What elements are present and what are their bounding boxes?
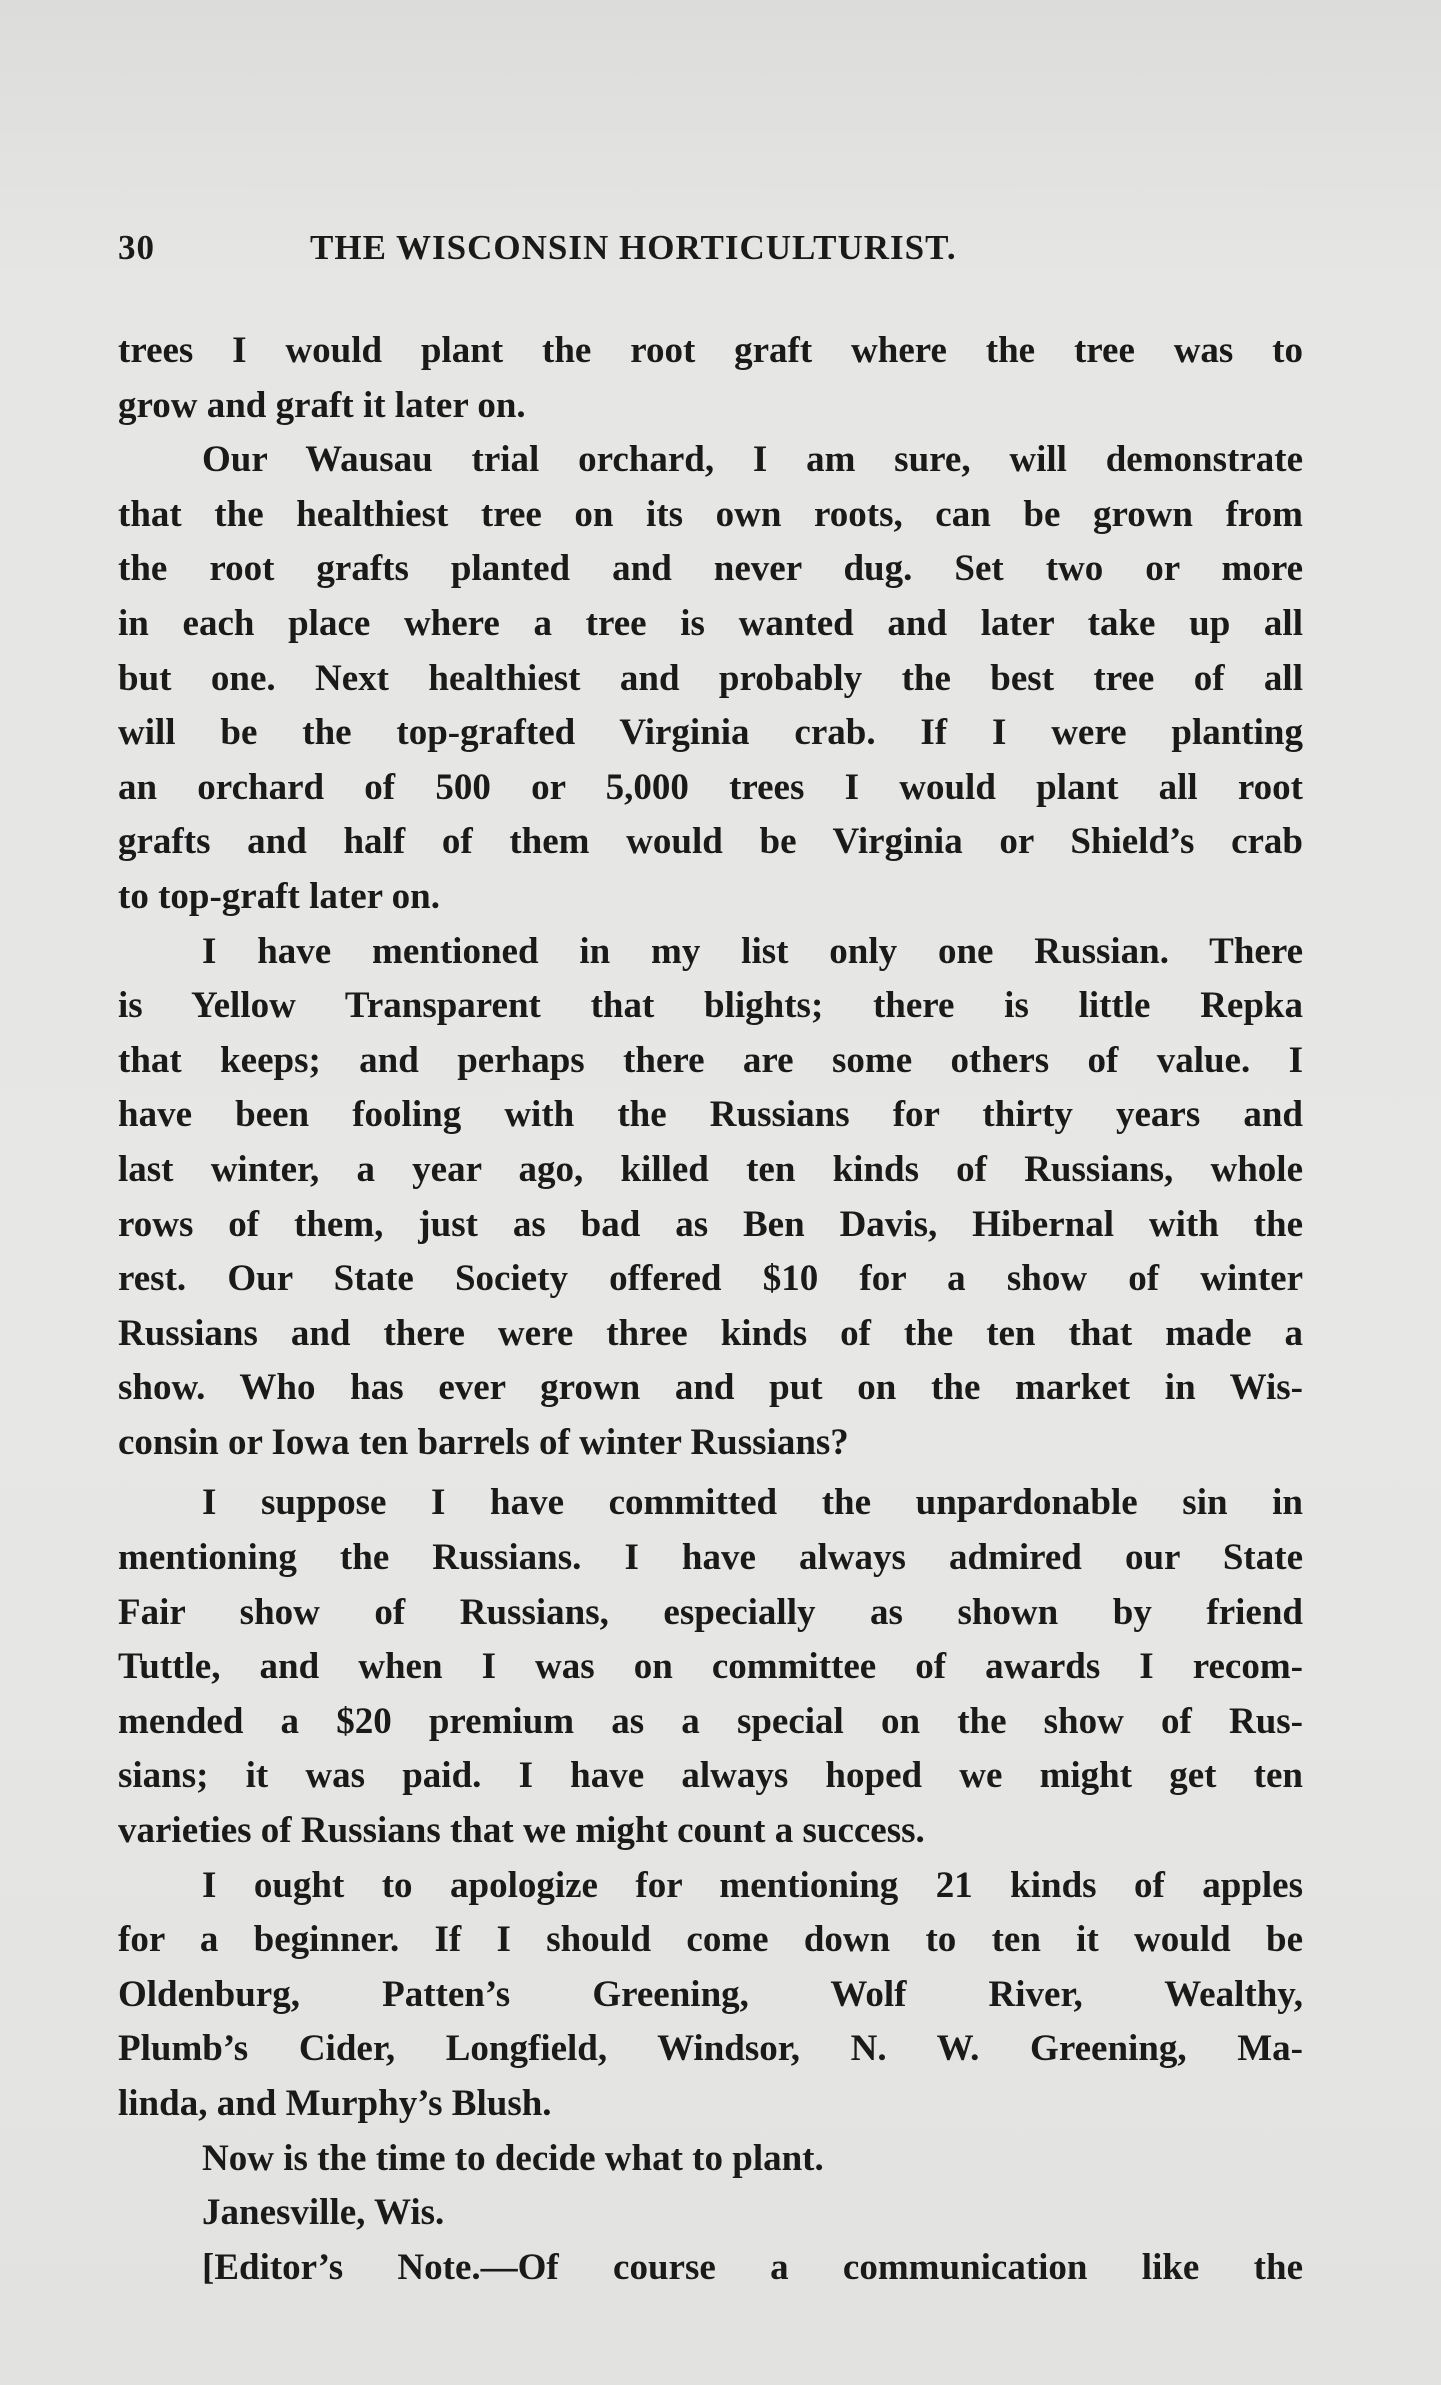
text-line: Our Wausau trial orchard, I am sure, will demonstrate bbox=[202, 439, 1303, 481]
text-line: trees I would plant the root graft where the tree was to bbox=[118, 330, 1303, 371]
signature-location: Janesville, Wis. bbox=[202, 2192, 445, 2234]
text-line: Now is the time to decide what to plant. bbox=[202, 2137, 824, 2179]
text-line: rest. Our State Society offered $10 for a show of winter bbox=[118, 1258, 1303, 1300]
text-line: but one. Next healthiest and probably the best tree of all bbox=[118, 657, 1303, 699]
page-number: 30 bbox=[118, 228, 155, 267]
text-line: the root grafts planted and never dug. Set two or more bbox=[118, 548, 1303, 590]
text-line: to top-graft later on. bbox=[118, 875, 440, 917]
text-line: last winter, a year ago, killed ten kinds of Russians, whole bbox=[118, 1148, 1303, 1190]
text-line: show. Who has ever grown and put on the market in Wis- bbox=[118, 1367, 1303, 1409]
text-line: mended a $20 premium as a special on the show of Rus- bbox=[118, 1700, 1303, 1742]
text-line: for a beginner. If I should come down to ten it would be bbox=[118, 1919, 1303, 1961]
text-line: mentioning the Russians. I have always admired our State bbox=[118, 1537, 1303, 1579]
text-line: linda, and Murphy’s Blush. bbox=[118, 2083, 552, 2124]
text-line: I have mentioned in my list only one Russian. There bbox=[202, 930, 1303, 972]
text-line: varieties of Russians that we might count a success. bbox=[118, 1810, 925, 1852]
text-line: is Yellow Transparent that blights; there is little Repka bbox=[118, 985, 1303, 1027]
editors-note: [Editor’s Note.—Of course a communication like the bbox=[202, 2246, 1303, 2288]
text-line: that the healthiest tree on its own roots, can be grown from bbox=[118, 493, 1303, 535]
text-line: in each place where a tree is wanted and later take up all bbox=[118, 602, 1303, 644]
text-line: that keeps; and perhaps there are some others of value. I bbox=[118, 1039, 1303, 1081]
text-line: will be the top-grafted Virginia crab. If I were planting bbox=[118, 712, 1303, 754]
text-line: rows of them, just as bad as Ben Davis, Hibernal with the bbox=[118, 1203, 1303, 1245]
text-line: Fair show of Russians, especially as shown by friend bbox=[118, 1591, 1303, 1633]
text-line: Plumb’s Cider, Longfield, Windsor, N. W. Greening, Ma- bbox=[118, 2028, 1303, 2070]
text-line: grow and graft it later on. bbox=[118, 384, 526, 426]
article-body bbox=[118, 324, 1303, 2295]
text-line: Tuttle, and when I was on committee of awards I recom- bbox=[118, 1646, 1303, 1688]
text-line: I suppose I have committed the unpardonable sin in bbox=[202, 1482, 1303, 1524]
text-line: consin or Iowa ten barrels of winter Russians? bbox=[118, 1421, 849, 1463]
running-title: THE WISCONSIN HORTICULTURIST. bbox=[310, 228, 957, 267]
text-line: sians; it was paid. I have always hoped we might get ten bbox=[118, 1755, 1303, 1797]
text-line: an orchard of 500 or 5,000 trees I would plant all root bbox=[118, 766, 1303, 808]
text-line: grafts and half of them would be Virginia or Shield’s crab bbox=[118, 821, 1303, 863]
text-line: Oldenburg, Patten’s Greening, Wolf River, Wealthy, bbox=[118, 1973, 1303, 2015]
text-line: have been fooling with the Russians for thirty years and bbox=[118, 1094, 1303, 1136]
running-header bbox=[118, 228, 1318, 278]
text-line: Russians and there were three kinds of the ten that made a bbox=[118, 1312, 1303, 1354]
text-line: I ought to apologize for mentioning 21 kinds of apples bbox=[202, 1864, 1303, 1906]
